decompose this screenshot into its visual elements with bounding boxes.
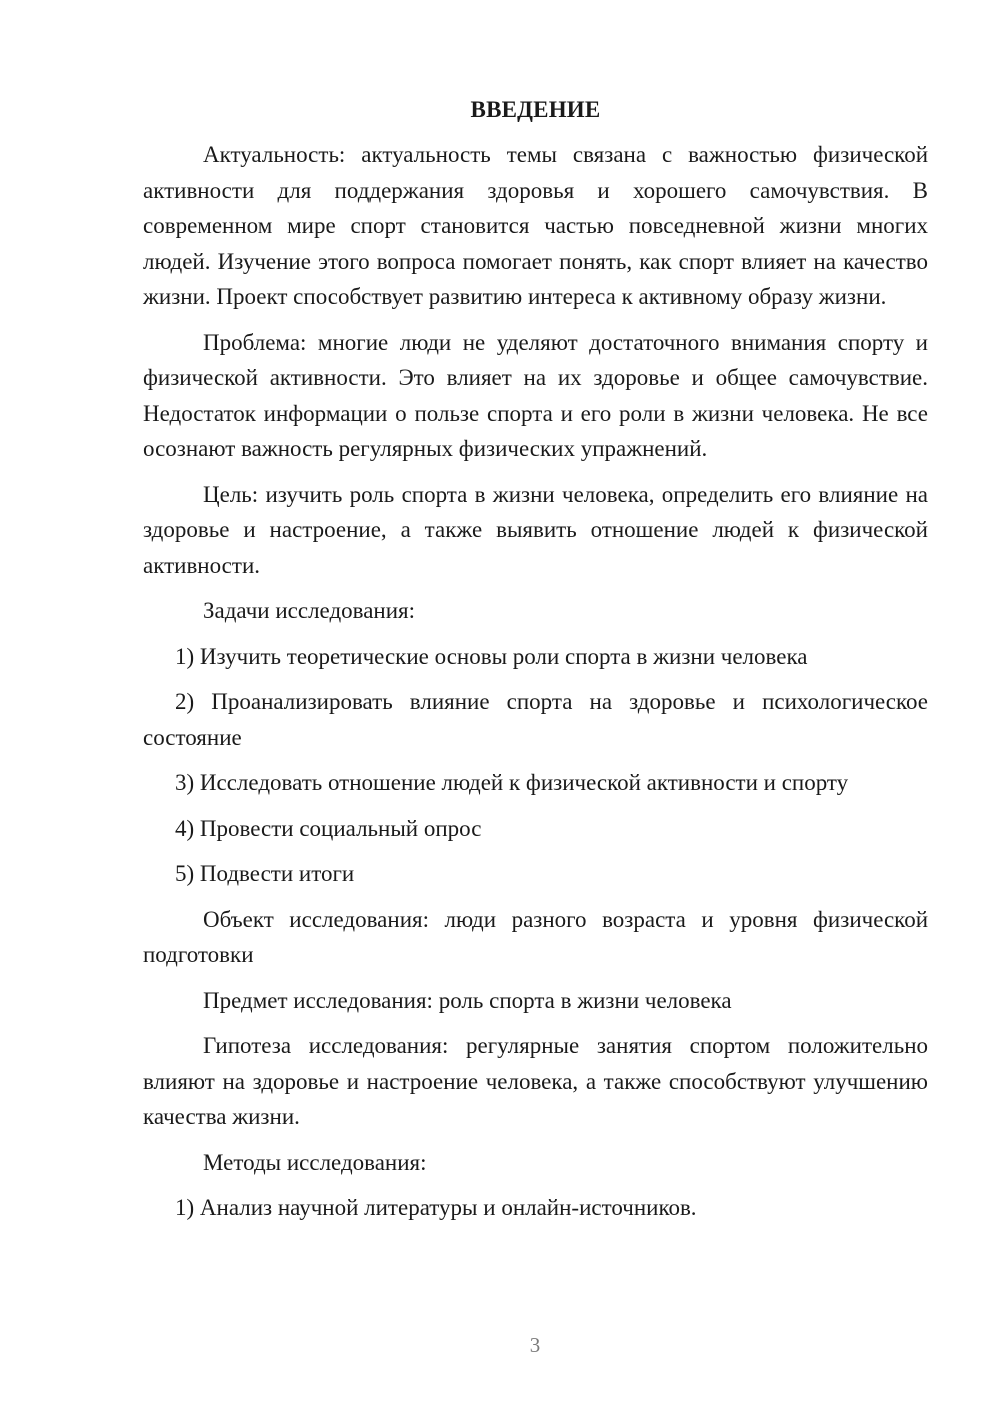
- task-item: 4) Провести социальный опрос: [175, 815, 482, 841]
- subject-paragraph: Предмет исследования: роль спорта в жизни человека: [203, 987, 732, 1013]
- goal-paragraph: Цель: изучить роль спорта в жизни человека, определить его влияние на здоровье и настроение, а также выявить отношение людей к физической активности.: [143, 481, 928, 578]
- task-item: 1) Изучить теоретические основы роли спорта в жизни человека: [175, 643, 808, 669]
- tasks-list: [143, 639, 928, 892]
- problem-paragraph: Проблема: многие люди не уделяют достаточного внимания спорту и физической активности. Это влияет на их здоровье и общее самочувствие. Недостаток информации о пользе спорта и его роли в жизни человека. Не все осознают важность регулярных физических упражнений.: [143, 329, 928, 461]
- task-item: 3) Исследовать отношение людей к физической активности и спорту: [175, 770, 849, 795]
- tasks-heading: Задачи исследования:: [203, 598, 416, 623]
- methods-heading: Методы исследования:: [203, 1149, 427, 1175]
- page-number: 3: [529, 1333, 541, 1357]
- methods-list: [143, 1190, 928, 1226]
- method-item: 1) Анализ научной литературы и онлайн-источников.: [175, 1195, 697, 1220]
- task-item: 2) Проанализировать влияние спорта на здоровье и психологическое состояние: [143, 689, 928, 750]
- task-item: 5) Подвести итоги: [175, 861, 355, 886]
- document-page: [143, 95, 928, 1236]
- hypothesis-paragraph: Гипотеза исследования: регулярные занятия спортом положительно влияют на здоровье и настроение человека, а также способствуют улучшению качества жизни.: [143, 1033, 928, 1129]
- relevance-paragraph: Актуальность: актуальность темы связана с важностью физической активности для поддержания здоровья и хорошего самочувствия. В современном мире спорт становится частью повседневной жизни многих людей. Изучение этого вопроса помогает понять, как спорт влияет на качество жизни. Проект способствует развитию интереса к активному образу жизни.: [143, 142, 928, 309]
- object-paragraph: Объект исследования: люди разного возраста и уровня физической подготовки: [143, 906, 928, 967]
- section-title: ВВЕДЕНИЕ: [470, 97, 601, 122]
